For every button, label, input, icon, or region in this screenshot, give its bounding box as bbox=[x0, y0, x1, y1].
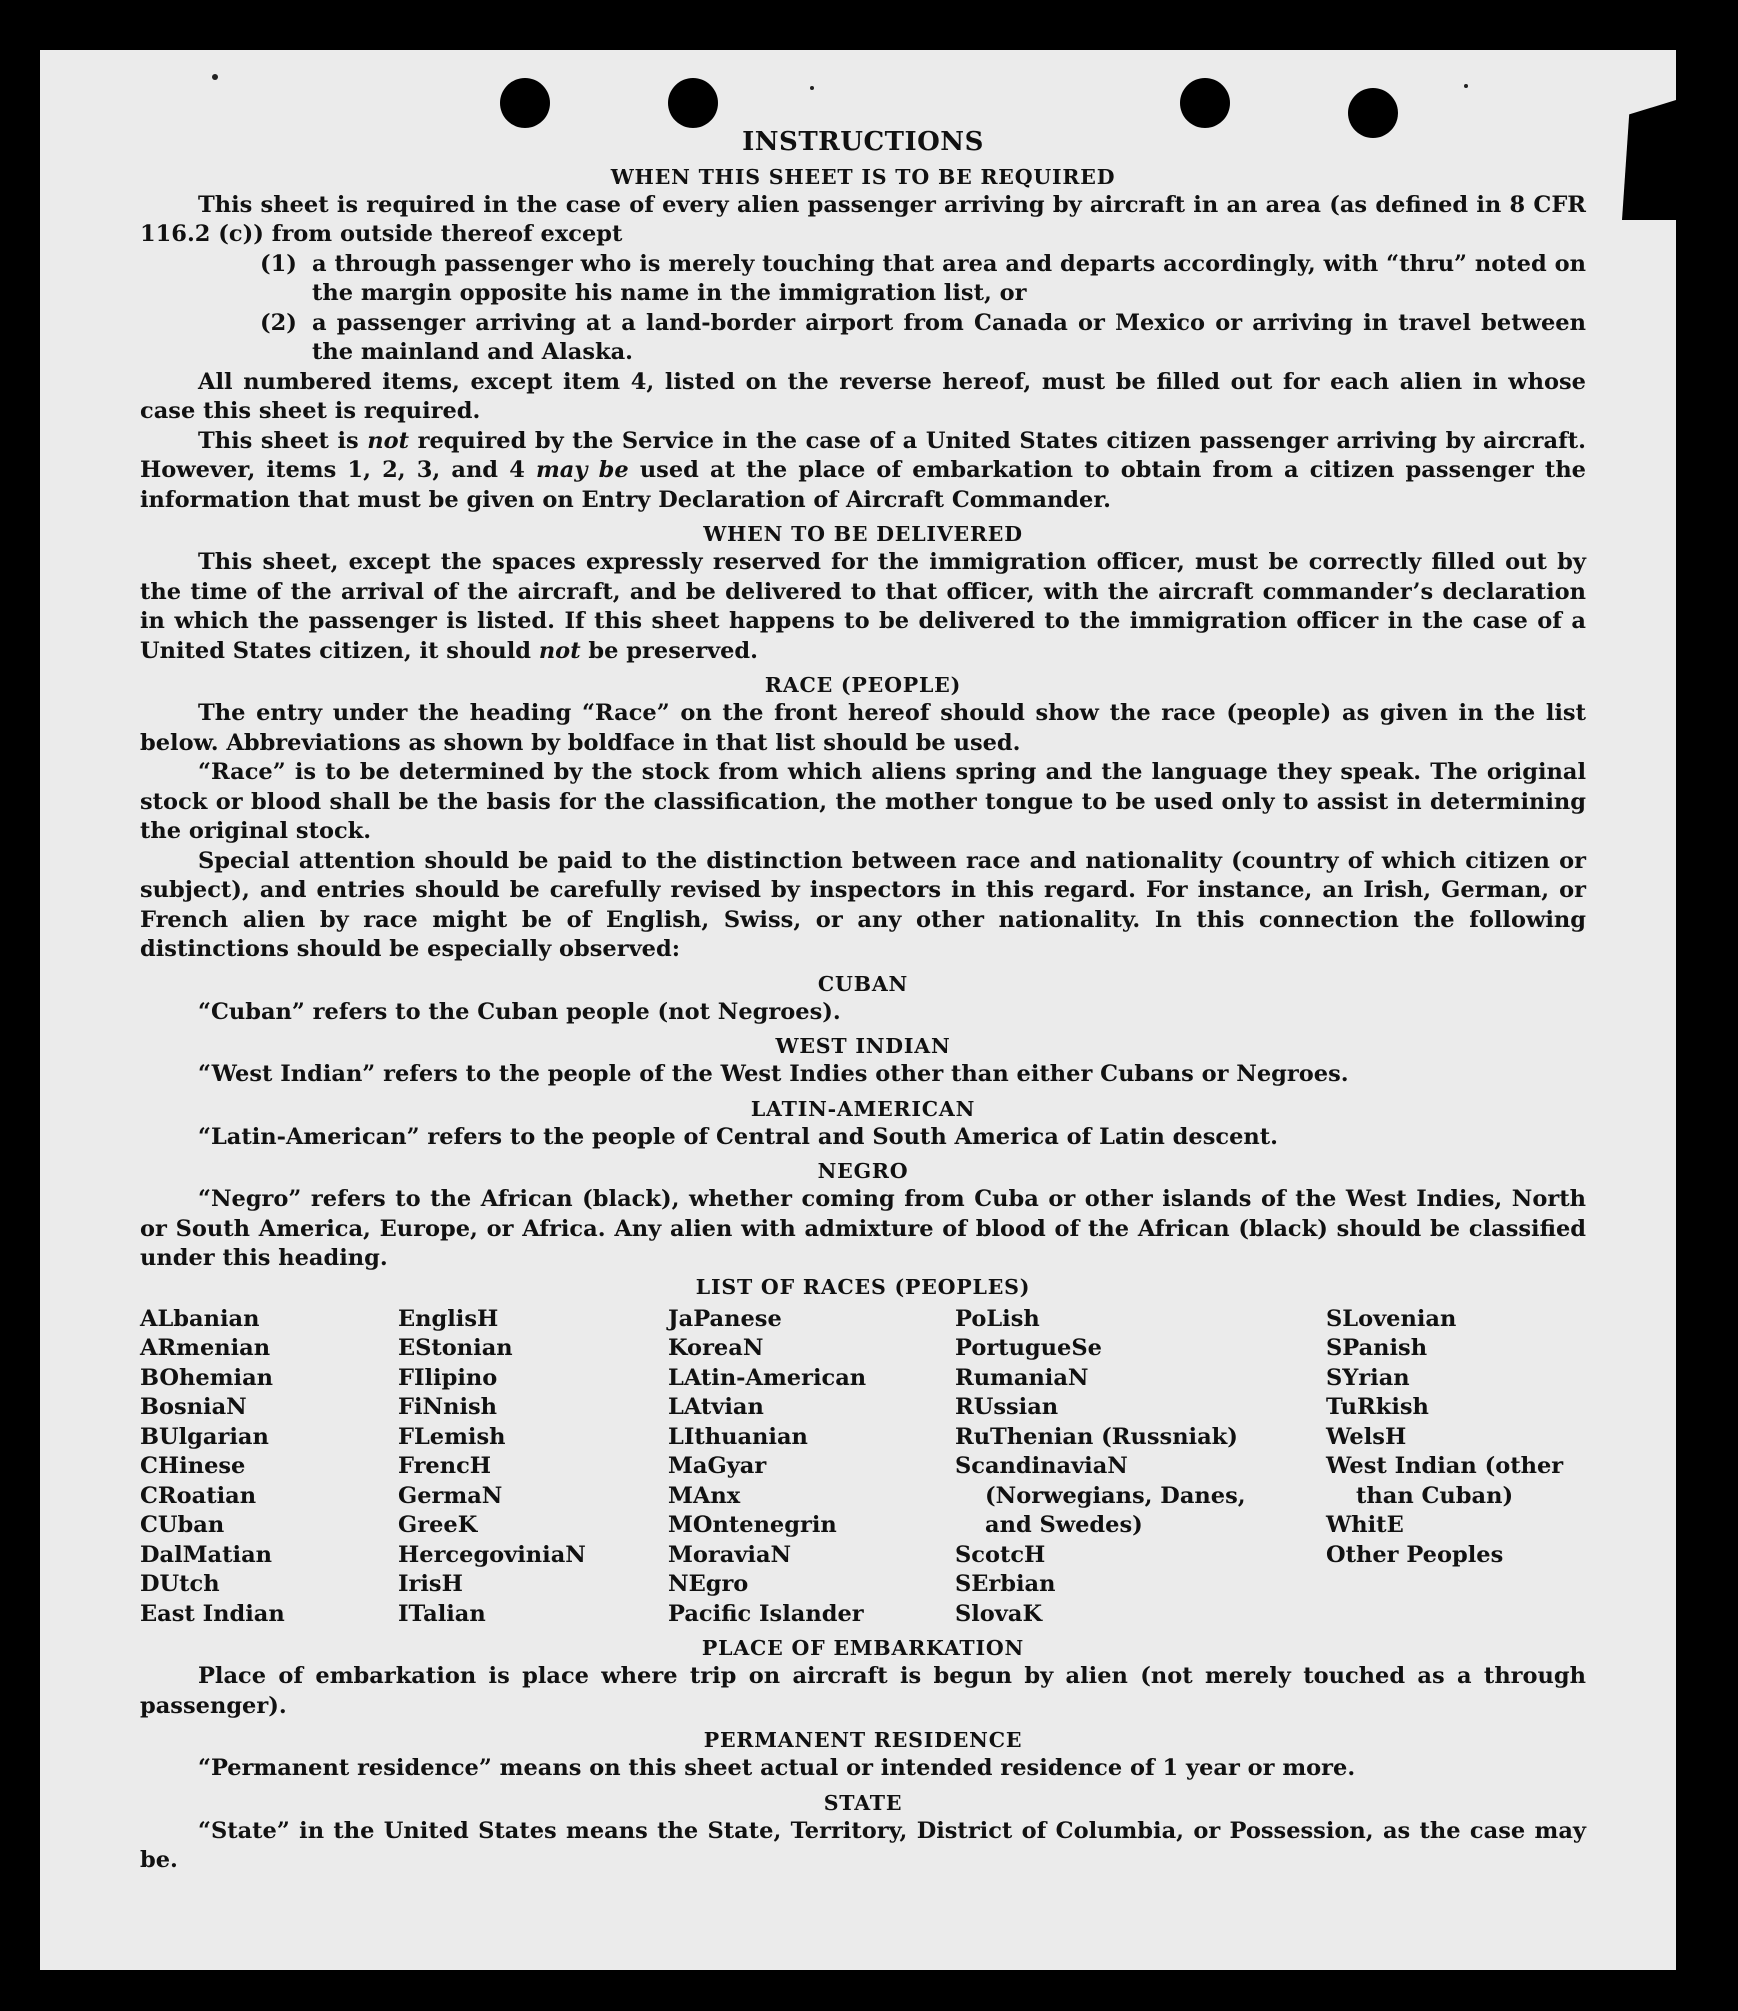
race-item: HercegoviniaN bbox=[398, 1541, 586, 1568]
torn-corner bbox=[1622, 100, 1676, 220]
heading-negro: NEGRO bbox=[817, 1159, 909, 1183]
item-number: (1) bbox=[260, 250, 297, 277]
race-item: EnglisH bbox=[398, 1305, 499, 1332]
race-item: RumaniaN bbox=[955, 1364, 1089, 1391]
race-item: East Indian bbox=[140, 1600, 285, 1627]
paragraph: The entry under the heading “Race” on the front hereof should show the race (people) as given in the list below. Abbreviations as shown by boldface in that list should be used. bbox=[140, 700, 1586, 756]
heading-permanent-residence: PERMANENT RESIDENCE bbox=[703, 1728, 1023, 1752]
page-title: INSTRUCTIONS bbox=[742, 127, 984, 157]
race-item: MaGyar bbox=[668, 1453, 767, 1479]
item-text: a through passenger who is merely touching that area and departs accordingly, with “thru” noted on the margin opposite his name in the immigration list, or bbox=[312, 250, 1586, 306]
races-column bbox=[1326, 1305, 1586, 1630]
paragraph: “State” in the United States means the State, Territory, District of Columbia, or Possession, as the case may be. bbox=[140, 1817, 1586, 1873]
race-item: ScandinaviaN (Norwegians, Danes, and Swedes) bbox=[955, 1453, 1246, 1538]
race-item: DUtch bbox=[140, 1571, 220, 1597]
race-item: West Indian (other than Cuban) bbox=[1326, 1453, 1564, 1509]
race-item: EStonian bbox=[398, 1335, 513, 1361]
paragraph: “West Indian” refers to the people of the West Indies other than either Cubans or Negroes. bbox=[198, 1061, 1349, 1087]
instructions-content bbox=[140, 128, 1586, 1876]
paragraph: Special attention should be paid to the distinction between race and nationality (country of which citizen or subject), and entries should be carefully revised by inspectors in this regard. For instance, an Irish, German, or French alien by race might be of English, Swiss, or any other nationality. In this connection the following distinctions should be especially observed: bbox=[140, 847, 1586, 962]
speck bbox=[810, 86, 814, 90]
race-item: CUban bbox=[140, 1512, 225, 1538]
paragraph: This sheet is required in the case of every alien passenger arriving by aircraft in an area (as defined in 8 CFR 116.2 (c)) from outside thereof except bbox=[140, 191, 1586, 247]
punch-hole bbox=[500, 78, 550, 128]
race-item: BUlgarian bbox=[140, 1423, 269, 1450]
race-item: NEgro bbox=[668, 1571, 749, 1597]
punch-hole bbox=[668, 78, 718, 128]
race-item: ALbanian bbox=[140, 1305, 260, 1332]
text-run: required by the Service in the case of a United States citizen passenger arriving by aircraft. However, items 1, 2, 3, and 4 bbox=[140, 427, 1586, 483]
document-sheet bbox=[40, 50, 1676, 1970]
paragraph bbox=[140, 427, 1586, 516]
emphasis: not bbox=[538, 637, 581, 664]
race-item: BOhemian bbox=[140, 1364, 274, 1391]
race-item: Other Peoples bbox=[1326, 1541, 1504, 1568]
list-item bbox=[140, 309, 1586, 368]
race-item: SErbian bbox=[955, 1571, 1056, 1597]
heading-state: STATE bbox=[823, 1790, 903, 1815]
speck bbox=[1464, 84, 1468, 88]
race-item: MoraviaN bbox=[668, 1541, 792, 1568]
paragraph: “Negro” refers to the African (black), whether coming from Cuba or other islands of the West Indies, North or South America, Europe, or Africa. Any alien with admixture of blood of the African (black) should be classified under this heading. bbox=[140, 1186, 1586, 1271]
emphasis: may be bbox=[536, 457, 629, 483]
race-item: FLemish bbox=[398, 1423, 506, 1450]
heading-delivered: WHEN TO BE DELIVERED bbox=[703, 522, 1023, 546]
heading-race: RACE (PEOPLE) bbox=[764, 673, 962, 697]
race-item: FrencH bbox=[398, 1453, 492, 1479]
paragraph: “Latin-American” refers to the people of Central and South America of Latin descent. bbox=[198, 1123, 1278, 1150]
item-text: a passenger arriving at a land-border airport from Canada or Mexico or arriving in travel between the mainland and Alaska. bbox=[312, 309, 1586, 365]
race-item: SYrian bbox=[1326, 1364, 1410, 1391]
speck bbox=[212, 74, 218, 80]
races-column bbox=[668, 1305, 955, 1630]
race-item: FiNnish bbox=[398, 1394, 498, 1420]
race-item: ARmenian bbox=[140, 1335, 271, 1361]
races-column bbox=[398, 1305, 668, 1630]
race-item: WhitE bbox=[1326, 1512, 1404, 1538]
paragraph: “Race” is to be determined by the stock from which aliens spring and the language they speak. The original stock or blood shall be the basis for the classification, the mother tongue to be used only to assist in determining the original stock. bbox=[140, 759, 1586, 844]
heading-west-indian: WEST INDIAN bbox=[775, 1034, 951, 1058]
paragraph bbox=[140, 548, 1586, 666]
race-item: MOntenegrin bbox=[668, 1512, 837, 1538]
heading-latin-american: LATIN-AMERICAN bbox=[750, 1096, 976, 1121]
race-item: KoreaN bbox=[668, 1335, 764, 1361]
race-item: SPanish bbox=[1326, 1335, 1428, 1361]
heading-list-of-races: LIST OF RACES (PEOPLES) bbox=[695, 1274, 1031, 1299]
race-item: LIthuanian bbox=[668, 1423, 808, 1450]
race-item: FIlipino bbox=[398, 1364, 498, 1391]
race-item: RUssian bbox=[955, 1394, 1059, 1420]
race-item: Pacific Islander bbox=[668, 1600, 864, 1627]
race-item: TuRkish bbox=[1326, 1394, 1429, 1420]
race-item: JaPanese bbox=[668, 1305, 782, 1332]
races-column bbox=[955, 1305, 1326, 1630]
heading-embarkation: PLACE OF EMBARKATION bbox=[701, 1636, 1025, 1660]
race-item: IrisH bbox=[398, 1571, 463, 1597]
paragraph: All numbered items, except item 4, listed on the reverse hereof, must be filled out for each alien in whose case this sheet is required. bbox=[140, 368, 1586, 424]
race-item: SlovaK bbox=[955, 1600, 1043, 1627]
race-item: GreeK bbox=[398, 1512, 478, 1538]
text-run: This sheet is bbox=[198, 427, 368, 454]
paragraph: Place of embarkation is place where trip on aircraft is begun by alien (not merely touched as a through passenger). bbox=[140, 1663, 1586, 1719]
races-column bbox=[140, 1305, 398, 1630]
punch-hole bbox=[1180, 78, 1230, 128]
heading-required: WHEN THIS SHEET IS TO BE REQUIRED bbox=[610, 164, 1116, 189]
list-item bbox=[140, 250, 1586, 309]
race-item: ScotcH bbox=[955, 1541, 1046, 1568]
race-item: RuThenian (Russniak) bbox=[955, 1423, 1238, 1450]
heading-cuban: CUBAN bbox=[817, 971, 909, 996]
paragraph: “Cuban” refers to the Cuban people (not Negroes). bbox=[198, 998, 841, 1025]
item-number: (2) bbox=[260, 309, 297, 336]
race-item: CRoatian bbox=[140, 1482, 257, 1509]
text-run: used at the place of embarkation to obtain from a citizen passenger the information that must be given on Entry Declaration of Aircraft Commander. bbox=[140, 457, 1586, 513]
emphasis: not bbox=[367, 427, 410, 454]
race-item: PoLish bbox=[955, 1305, 1040, 1332]
race-item: GermaN bbox=[398, 1482, 503, 1509]
race-item: LAtvian bbox=[668, 1394, 764, 1420]
text-run: This sheet, except the spaces expressly reserved for the immigration officer, must be correctly filled out by the time of the arrival of the aircraft, and be delivered to that officer, with the aircraft commander’s declaration in which the passenger is listed. If this sheet happens to be delivered to the immigration officer in the case of a United States citizen, it should bbox=[140, 549, 1586, 664]
text-run: be preserved. bbox=[580, 637, 759, 664]
race-item: ITalian bbox=[398, 1600, 486, 1627]
race-item: DalMatian bbox=[140, 1541, 273, 1568]
race-item: BosniaN bbox=[140, 1394, 247, 1420]
race-item: SLovenian bbox=[1326, 1305, 1457, 1332]
races-list bbox=[140, 1305, 1586, 1630]
race-item: LAtin-American bbox=[668, 1364, 867, 1391]
race-item: PortugueSe bbox=[955, 1335, 1102, 1361]
race-item: WelsH bbox=[1326, 1423, 1407, 1450]
race-item: MAnx bbox=[668, 1482, 741, 1509]
race-item: CHinese bbox=[140, 1453, 246, 1479]
paragraph: “Permanent residence” means on this sheet actual or intended residence of 1 year or more. bbox=[198, 1755, 1356, 1781]
